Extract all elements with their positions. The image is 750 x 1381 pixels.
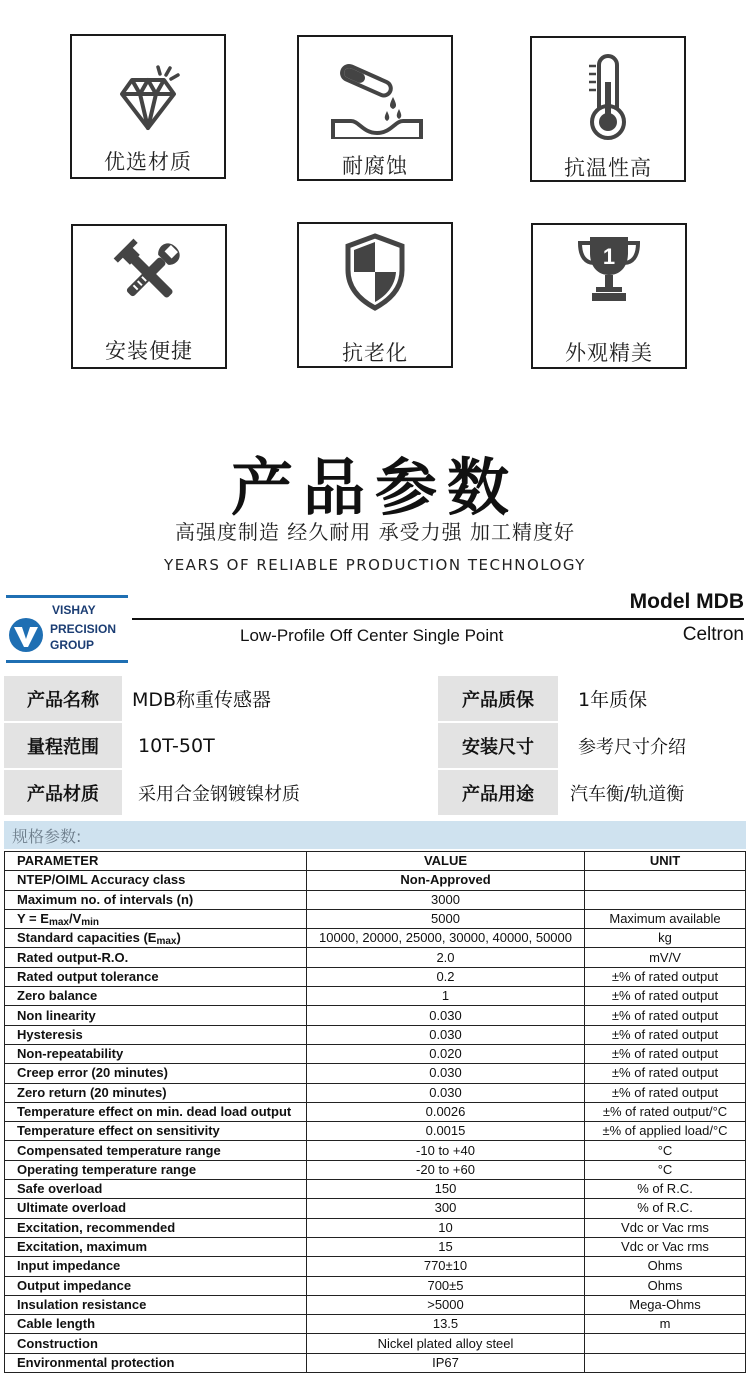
unit-cell: Maximum available	[585, 909, 746, 928]
param-cell: Temperature effect on min. dead load output	[5, 1102, 307, 1121]
param-cell: Non-repeatability	[5, 1044, 307, 1063]
table-row	[5, 1006, 746, 1025]
logo-line-1: VISHAY	[52, 603, 96, 617]
unit-cell	[585, 1353, 746, 1372]
param-cell: Temperature effect on sensitivity	[5, 1122, 307, 1141]
param-cell: Standard capacities $(E_{max})$	[5, 929, 307, 948]
table-row	[5, 1160, 746, 1179]
table-row	[5, 1064, 746, 1083]
value-cell: 300	[307, 1199, 585, 1218]
table-row	[5, 1180, 746, 1199]
value-cell: 0.030	[307, 1025, 585, 1044]
unit-cell: m	[585, 1315, 746, 1334]
header-unit: UNIT	[585, 852, 746, 871]
value-cell: 0.0015	[307, 1122, 585, 1141]
feature-card-material	[70, 34, 226, 179]
value-cell: 10000, 20000, 25000, 30000, 40000, 50000	[307, 929, 585, 948]
unit-cell: Vdc or Vac rms	[585, 1218, 746, 1237]
value-cell: 5000	[307, 909, 585, 928]
unit-cell: ±% of rated output	[585, 1025, 746, 1044]
param-cell: Zero return (20 minutes)	[5, 1083, 307, 1102]
param-cell: Compensated temperature range	[5, 1141, 307, 1160]
header-value: VALUE	[307, 852, 585, 871]
value-cell: 0.030	[307, 1064, 585, 1083]
param-cell: Excitation, maximum	[5, 1237, 307, 1256]
unit-cell: Mega-Ohms	[585, 1295, 746, 1314]
spec-heading: 规格参数:	[12, 827, 82, 846]
info-value: 1年质保	[558, 676, 746, 721]
param-cell: Rated output tolerance	[5, 967, 307, 986]
unit-cell: ±% of rated output	[585, 987, 746, 1006]
info-value: MDB称重传感器	[122, 676, 438, 721]
param-cell: $Y = E_{max}/V_{min}$	[5, 909, 307, 928]
model-name: Model MDB	[629, 590, 744, 613]
section-subtitle: 高强度制造 经久耐用 承受力强 加工精度好	[174, 520, 576, 544]
tools-icon	[109, 234, 189, 314]
trophy-icon	[574, 233, 644, 303]
value-cell: -10 to +40	[307, 1141, 585, 1160]
value-cell: 10	[307, 1218, 585, 1237]
param-cell: Input impedance	[5, 1257, 307, 1276]
section-title: 产品参数	[230, 451, 519, 524]
value-cell: 700±5	[307, 1276, 585, 1295]
param-cell: NTEP/OIML Accuracy class	[5, 871, 307, 890]
feature-card-temperature	[530, 36, 686, 182]
unit-cell: ±% of rated output	[585, 1006, 746, 1025]
spec-header-row	[5, 852, 746, 871]
value-cell: Non-Approved	[307, 871, 585, 890]
table-row	[5, 1315, 746, 1334]
param-cell: Output impedance	[5, 1276, 307, 1295]
value-cell: 13.5	[307, 1315, 585, 1334]
feature-label: 抗温性高	[564, 156, 652, 180]
value-cell: 770±10	[307, 1257, 585, 1276]
unit-cell: Ohms	[585, 1276, 746, 1295]
table-row	[5, 1237, 746, 1256]
param-cell: Maximum no. of intervals (n)	[5, 890, 307, 909]
unit-cell	[585, 871, 746, 890]
table-row	[5, 871, 746, 890]
section-subtitle-en: YEARS OF RELIABLE PRODUCTION TECHNOLOGY	[164, 556, 586, 574]
table-row	[5, 1083, 746, 1102]
value-cell: 2.0	[307, 948, 585, 967]
table-row	[5, 948, 746, 967]
unit-cell: ±% of rated output	[585, 1064, 746, 1083]
value-cell: 0.030	[307, 1006, 585, 1025]
table-row	[5, 1102, 746, 1121]
info-value: 汽车衡/轨道衡	[558, 770, 746, 815]
unit-cell: ±% of applied load/°C	[585, 1122, 746, 1141]
thermometer-icon	[583, 52, 633, 142]
param-cell: Environmental protection	[5, 1353, 307, 1372]
feature-label: 耐腐蚀	[342, 154, 408, 178]
unit-cell: ±% of rated output	[585, 967, 746, 986]
table-row	[5, 1141, 746, 1160]
table-row	[5, 1295, 746, 1314]
param-cell: Construction	[5, 1334, 307, 1353]
value-cell: 0.0026	[307, 1102, 585, 1121]
unit-cell	[585, 1334, 746, 1353]
feature-label: 抗老化	[342, 341, 408, 365]
table-row	[5, 1353, 746, 1372]
table-row	[5, 987, 746, 1006]
unit-cell: ±% of rated output/°C	[585, 1102, 746, 1121]
trophy-number: 1	[602, 244, 616, 269]
product-description: Low-Profile Off Center Single Point	[240, 626, 504, 645]
header-parameter: PARAMETER	[5, 852, 307, 871]
unit-cell: °C	[585, 1141, 746, 1160]
table-row	[5, 1199, 746, 1218]
spec-table	[4, 851, 746, 1373]
info-value: 10T-50T	[122, 723, 438, 768]
param-cell: Safe overload	[5, 1180, 307, 1199]
value-cell: IP67	[307, 1353, 585, 1372]
info-key: 产品用途	[438, 770, 558, 815]
param-cell: Excitation, recommended	[5, 1218, 307, 1237]
feature-card-aging	[297, 222, 453, 368]
unit-cell: °C	[585, 1160, 746, 1179]
table-row	[5, 1276, 746, 1295]
value-cell: Nickel plated alloy steel	[307, 1334, 585, 1353]
info-key: 量程范围	[4, 723, 122, 768]
value-cell: 1	[307, 987, 585, 1006]
brand-name: Celtron	[682, 624, 744, 645]
feature-label: 外观精美	[565, 341, 653, 365]
unit-cell: % of R.C.	[585, 1180, 746, 1199]
unit-cell: kg	[585, 929, 746, 948]
param-cell: Hysteresis	[5, 1025, 307, 1044]
unit-cell: ±% of rated output	[585, 1083, 746, 1102]
feature-card-appearance	[531, 223, 687, 369]
logo-mark-icon	[8, 617, 44, 653]
shield-icon	[340, 232, 410, 312]
value-cell: >5000	[307, 1295, 585, 1314]
unit-cell: % of R.C.	[585, 1199, 746, 1218]
unit-cell: Ohms	[585, 1257, 746, 1276]
table-row	[5, 929, 746, 948]
table-row	[5, 1025, 746, 1044]
info-key: 产品名称	[4, 676, 122, 721]
value-cell: 150	[307, 1180, 585, 1199]
logo-line-3: GROUP	[50, 638, 95, 652]
value-cell: -20 to +60	[307, 1160, 585, 1179]
param-cell: Creep error (20 minutes)	[5, 1064, 307, 1083]
unit-cell: ±% of rated output	[585, 1044, 746, 1063]
header-divider	[132, 618, 744, 620]
info-key: 安装尺寸	[438, 723, 558, 768]
corrosion-icon	[325, 59, 425, 139]
vishay-logo	[6, 595, 128, 663]
table-row	[5, 890, 746, 909]
feature-card-corrosion	[297, 35, 453, 181]
param-cell: Ultimate overload	[5, 1199, 307, 1218]
value-cell: 0.2	[307, 967, 585, 986]
value-cell: 15	[307, 1237, 585, 1256]
spec-heading-bar	[4, 821, 746, 849]
param-cell: Cable length	[5, 1315, 307, 1334]
logo-line-2: PRECISION	[50, 622, 117, 636]
table-row	[5, 967, 746, 986]
info-key: 产品质保	[438, 676, 558, 721]
param-cell: Insulation resistance	[5, 1295, 307, 1314]
feature-label: 优选材质	[104, 150, 192, 174]
table-row	[5, 1257, 746, 1276]
table-row	[5, 909, 746, 928]
table-row	[5, 1334, 746, 1353]
value-cell: 0.020	[307, 1044, 585, 1063]
info-key: 产品材质	[4, 770, 122, 815]
value-cell: 3000	[307, 890, 585, 909]
unit-cell: Vdc or Vac rms	[585, 1237, 746, 1256]
diamond-icon	[108, 64, 188, 136]
param-cell: Zero balance	[5, 987, 307, 1006]
param-cell: Non linearity	[5, 1006, 307, 1025]
table-row	[5, 1044, 746, 1063]
param-cell: Operating temperature range	[5, 1160, 307, 1179]
table-row	[5, 1122, 746, 1141]
value-cell: 0.030	[307, 1083, 585, 1102]
unit-cell: mV/V	[585, 948, 746, 967]
info-value: 参考尺寸介绍	[558, 723, 746, 768]
table-row	[5, 1218, 746, 1237]
param-cell: Rated output-R.O.	[5, 948, 307, 967]
feature-label: 安装便捷	[105, 339, 193, 363]
unit-cell	[585, 890, 746, 909]
feature-card-install	[71, 224, 227, 369]
info-value: 采用合金钢镀镍材质	[122, 770, 438, 815]
